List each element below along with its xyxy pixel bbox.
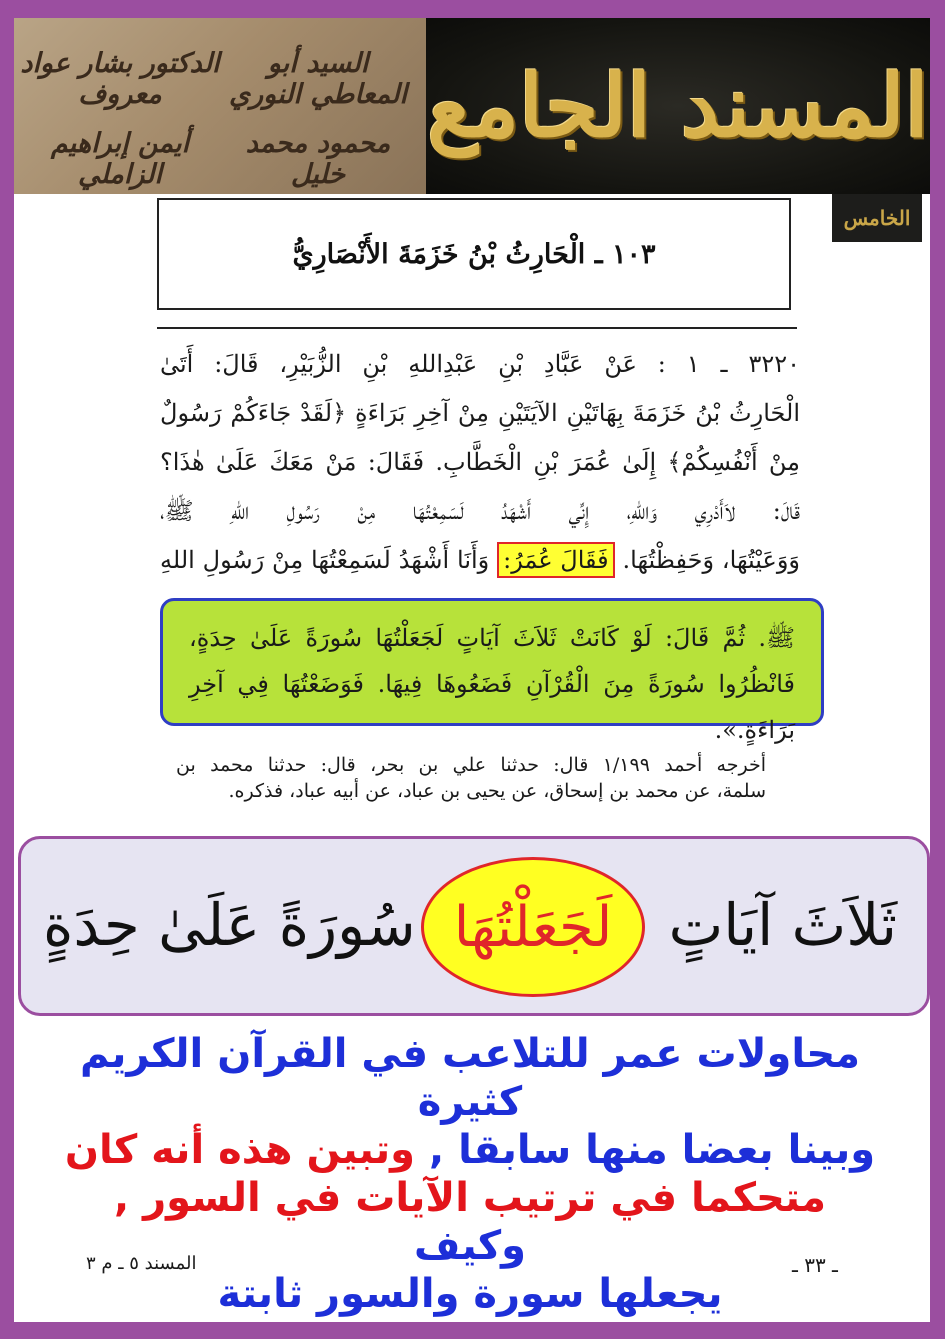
author-bottom-right: محمود محمد خليل	[245, 128, 391, 190]
hadith-line: مِنْ أَنْفُسِكُمْ﴾ إِلَىٰ عُمَرَ بْنِ الْخَطَّابِ. فَقَالَ: مَنْ مَعَكَ عَلَىٰ هٰذَا؟	[160, 448, 800, 476]
hadith-line-start: وَوَعَيْتُهَا، وَحَفِظْتُهَا.	[622, 546, 801, 574]
author-bottom-left: أيمن إبراهيم الزاملي	[50, 128, 190, 190]
banner-highlight-word: لَجَعَلْتُهَا	[453, 894, 613, 960]
author-top-left: الدكتور بشار عواد معروف	[20, 48, 220, 110]
commentary-line-2-blue: وبينا بعضا منها سابقا ,	[428, 1127, 876, 1173]
page-number: ـ ٣٣ ـ	[792, 1253, 838, 1277]
author-top-right: السيد أبو المعاطي النوري	[229, 48, 407, 110]
note-line: سلمة، عن محمد بن إسحاق، عن يحيى بن عباد، عن أبيه عباد، فذكره.	[228, 780, 766, 802]
commentary-line-1: محاولات عمر للتلاعب في القرآن الكريم كثيرة	[80, 1031, 860, 1125]
commentary-line-4: يجعلها سورة والسور ثابتة	[217, 1271, 723, 1317]
entry-heading-box	[157, 198, 791, 310]
hadith-line: ٣٢٢٠ ـ ١ : عَنْ عَبَّادِ بْنِ عَبْدِاللهِ بْنِ الزُّبَيْرِ، قَالَ: أَتَىٰ	[160, 350, 800, 378]
hadith-text	[160, 340, 800, 585]
source-note	[176, 752, 766, 804]
note-line: أخرجه أحمد ١/١٩٩ قال: حدثنا علي بن بحر، قال: حدثنا محمد بن	[176, 754, 766, 776]
footer-signature: المسند ٥ ـ م ٣	[86, 1253, 197, 1274]
highlighted-quote-box	[160, 598, 824, 744]
hadith-line-end: وَأَنَا أَشْهَدُ لَسَمِعْتُهَا مِنْ رَسُولِ اللهِ	[160, 546, 490, 574]
hadith-line: الْحَارِثُ بْنُ خَزَمَةَ بِهَاتَيْنِ الآيَتَيْنِ مِنْ آخِرِ بَرَاءَةٍ ﴿لَقَدْ جَاءَكُمْ رَسُولٌ	[160, 399, 801, 427]
commentary	[60, 1030, 880, 1318]
commentary-line-3-red: متحكما في ترتيب الآيات في السور ,	[114, 1175, 826, 1221]
authors-panel	[14, 18, 426, 194]
banner-right-text: ثَلاَثَ آيَاتٍ	[668, 891, 897, 959]
quote-banner	[18, 836, 930, 1016]
commentary-line-3-blue: وكيف	[413, 1223, 527, 1269]
book-cover-header	[14, 18, 930, 194]
banner-left-text: سُورَةً عَلَىٰ حِدَةٍ	[43, 891, 416, 959]
highlight-oval	[421, 857, 645, 997]
book-title-panel	[426, 18, 930, 194]
hadith-line: قَالَ: لاَأَدْرِي وَاللهِ، إِنِّي أَشْهَدُ لَسَمِعْتُهَا مِنْ رَسُولِ اللهِ ﷺ،	[160, 497, 800, 525]
entry-heading: ١٠٣ ـ الْحَارِثُ بْنُ خَزَمَةَ الأَنْصَارِيُّ	[292, 238, 656, 270]
commentary-line-2-red: وتبين هذه أنه كان	[64, 1127, 416, 1173]
commentary-line-2	[60, 1126, 880, 1174]
book-title: المسند الجامع	[427, 55, 929, 157]
heading-divider	[157, 327, 797, 329]
hadith-line	[160, 536, 800, 585]
highlighted-phrase: فَقَالَ عُمَرُ:	[497, 542, 615, 578]
quote-line: فَانْظُرُوا سُورَةً مِنَ الْقُرْآنِ فَضَعُوهَا فِيهَا. فَوَضَعْتُهَا فِي آخِرِ بَرَاءَةٍ.».	[189, 670, 795, 744]
quote-line: ﷺ. ثُمَّ قَالَ: لَوْ كَانَتْ ثَلاَثَ آيَاتٍ لَجَعَلْتُهَا سُورَةً عَلَىٰ حِدَةٍ،	[189, 624, 795, 652]
volume-tag: الخامس	[832, 194, 922, 242]
